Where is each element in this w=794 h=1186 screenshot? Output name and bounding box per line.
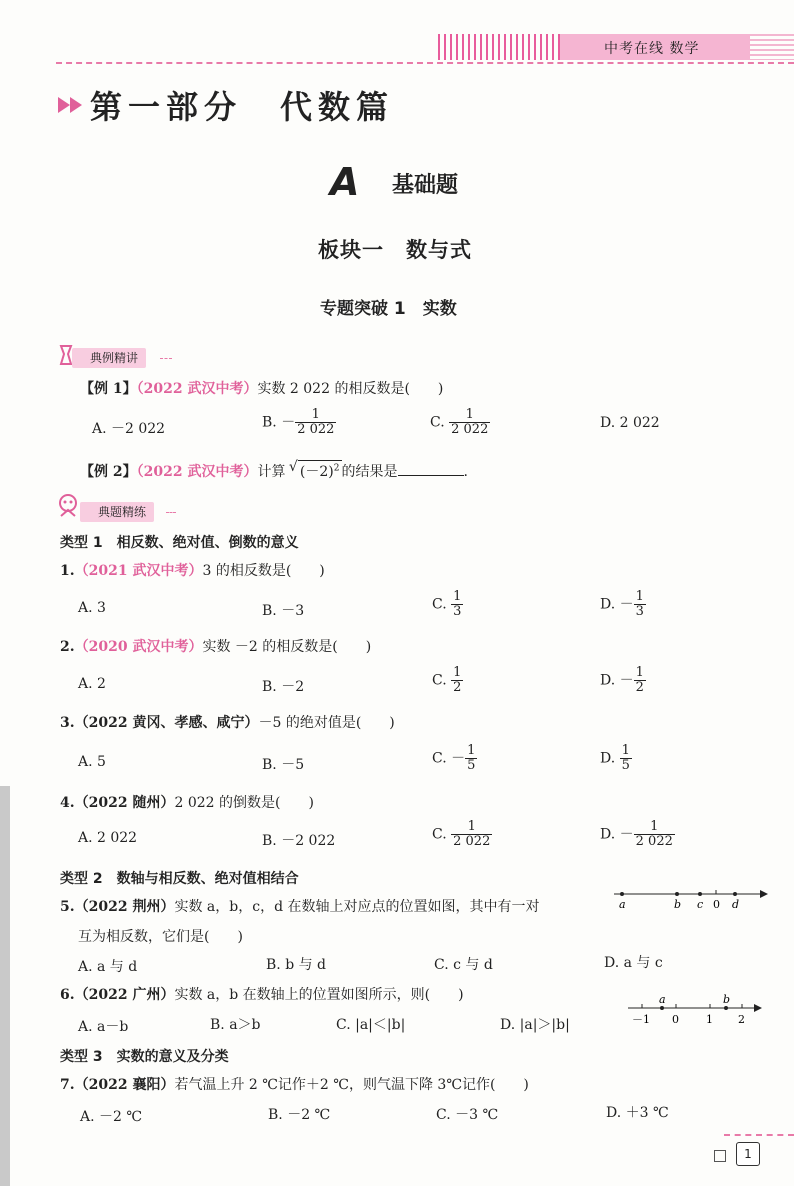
question-2-option-c: C. $\frac{1}{2}$ bbox=[432, 665, 462, 695]
question-1-option-c: C. $\frac{1}{3}$ bbox=[432, 589, 462, 619]
question-4-option-c: C. $\frac{1}{2 022}$ bbox=[432, 819, 491, 849]
question-6-option-b: B. a＞b bbox=[210, 1017, 261, 1033]
topic-title: 专题突破 1 实数 bbox=[320, 299, 457, 319]
question-2-option-a: A. 2 bbox=[78, 676, 106, 692]
mascot-icon bbox=[56, 492, 80, 518]
question-1-option-d: D. － $\frac{1}{3}$ bbox=[600, 589, 644, 619]
question-2-option-b: B. －2 bbox=[262, 679, 305, 695]
question-5-option-c: C. c 与 d bbox=[434, 957, 493, 973]
tag-divider bbox=[160, 358, 172, 359]
question-7-option-b: B. －2 ℃ bbox=[268, 1107, 331, 1123]
question-4-stem: 4.（2022 随州）2 022 的倒数是( ) bbox=[60, 795, 314, 811]
question-2-option-d: D. － $\frac{1}{2}$ bbox=[600, 665, 644, 695]
question-3-option-a: A. 5 bbox=[78, 754, 106, 770]
question-5-option-d: D. a 与 c bbox=[604, 955, 663, 971]
question-1-option-b: B. －3 bbox=[262, 603, 305, 619]
number-line-q5 bbox=[610, 884, 770, 914]
footer-divider bbox=[724, 1134, 794, 1136]
question-6-option-a: A. a－b bbox=[78, 1019, 129, 1035]
header-text: 中考在线 数学 bbox=[604, 41, 700, 57]
q6-tick-2: 2 bbox=[738, 1013, 745, 1026]
example-1-option-a: A. －2 022 bbox=[92, 421, 166, 437]
question-3-option-c: C. － $\frac{1}{5}$ bbox=[432, 743, 476, 773]
q6-tick-1: 1 bbox=[706, 1013, 713, 1026]
question-7-option-d: D. ＋3 ℃ bbox=[606, 1105, 669, 1121]
type-2-heading: 类型 2 数轴与相反数、绝对值相结合 bbox=[60, 871, 299, 887]
question-1-stem: 1.（2021 武汉中考）3 的相反数是( ) bbox=[60, 563, 325, 579]
question-6-option-d: D. |a|＞|b| bbox=[500, 1017, 570, 1033]
q5-label-zero: 0 bbox=[713, 898, 720, 911]
question-4-option-b: B. －2 022 bbox=[262, 833, 336, 849]
section-title: 基础题 bbox=[392, 173, 459, 198]
question-5-option-a: A. a 与 d bbox=[78, 959, 138, 975]
question-5-stem-line2: 互为相反数，它们是( ) bbox=[78, 929, 243, 945]
number-line-q6 bbox=[624, 994, 764, 1028]
header-divider bbox=[56, 62, 794, 64]
header-stripes bbox=[438, 34, 560, 60]
type-3-heading: 类型 3 实数的意义及分类 bbox=[60, 1049, 229, 1065]
tag-practice: 典题精练 bbox=[80, 502, 154, 522]
q6-point-b: b bbox=[723, 994, 731, 1006]
example-2-stem: 【例 2】（2022 武汉中考）计算 √ $(-2)^2$ 的结果是 . bbox=[80, 459, 468, 480]
header-tail bbox=[750, 34, 794, 60]
part-title: 第一部分 代数篇 bbox=[90, 88, 395, 126]
question-1-option-a: A. 3 bbox=[78, 600, 106, 616]
tag-examples: 典例精讲 bbox=[72, 348, 146, 368]
question-6-stem: 6.（2022 广州）实数 a，b 在数轴上的位置如图所示，则( ) bbox=[60, 987, 464, 1003]
q6-point-a: a bbox=[659, 994, 666, 1006]
q5-label-a: a bbox=[619, 898, 626, 911]
question-6-option-c: C. |a|＜|b| bbox=[336, 1017, 406, 1033]
tag-divider bbox=[166, 512, 176, 513]
type-1-heading: 类型 1 相反数、绝对值、倒数的意义 bbox=[60, 535, 299, 551]
question-3-option-b: B. －5 bbox=[262, 757, 305, 773]
page-edge-shadow bbox=[0, 786, 10, 1186]
question-3-option-d: D. $\frac{1}{5}$ bbox=[600, 743, 630, 773]
question-7-option-a: A. －2 ℃ bbox=[80, 1109, 143, 1125]
question-3-stem: 3.（2022 黄冈、孝感、咸宁）－5 的绝对值是( ) bbox=[60, 715, 395, 731]
example-1-option-b: B. － $\frac{1}{2 022}$ bbox=[262, 407, 335, 437]
question-2-stem: 2.（2020 武汉中考）实数 －2 的相反数是( ) bbox=[60, 639, 372, 655]
question-5-option-b: B. b 与 d bbox=[266, 957, 327, 973]
section-letter: A bbox=[330, 160, 360, 204]
question-4-option-a: A. 2 022 bbox=[78, 830, 138, 846]
q6-tick-neg1: －1 bbox=[632, 1013, 650, 1026]
q5-label-b: b bbox=[674, 898, 682, 911]
q6-tick-0: 0 bbox=[672, 1013, 679, 1026]
question-7-option-c: C. －3 ℃ bbox=[436, 1107, 499, 1123]
example-1-option-d: D. 2 022 bbox=[600, 415, 660, 431]
question-7-stem: 7.（2022 襄阳）若气温上升 2 ℃记作＋2 ℃，则气温下降 3℃记作( ) bbox=[60, 1077, 529, 1093]
q5-label-d: d bbox=[732, 898, 740, 911]
page-number: 1 bbox=[736, 1142, 760, 1166]
block-title: 板块一 数与式 bbox=[318, 237, 472, 262]
question-5-stem: 5.（2022 荆州）实数 a，b，c，d 在数轴上对应点的位置如图，其中有一对 bbox=[60, 899, 540, 915]
example-1-stem: 【例 1】（2022 武汉中考）实数 2 022 的相反数是( ) bbox=[80, 381, 444, 397]
example-1-option-c: C. $\frac{1}{2 022}$ bbox=[430, 407, 489, 437]
double-arrow-icon bbox=[58, 94, 90, 116]
question-4-option-d: D. － $\frac{1}{2 022}$ bbox=[600, 819, 673, 849]
q5-label-c: c bbox=[697, 898, 704, 911]
footer-square-icon bbox=[714, 1150, 726, 1162]
